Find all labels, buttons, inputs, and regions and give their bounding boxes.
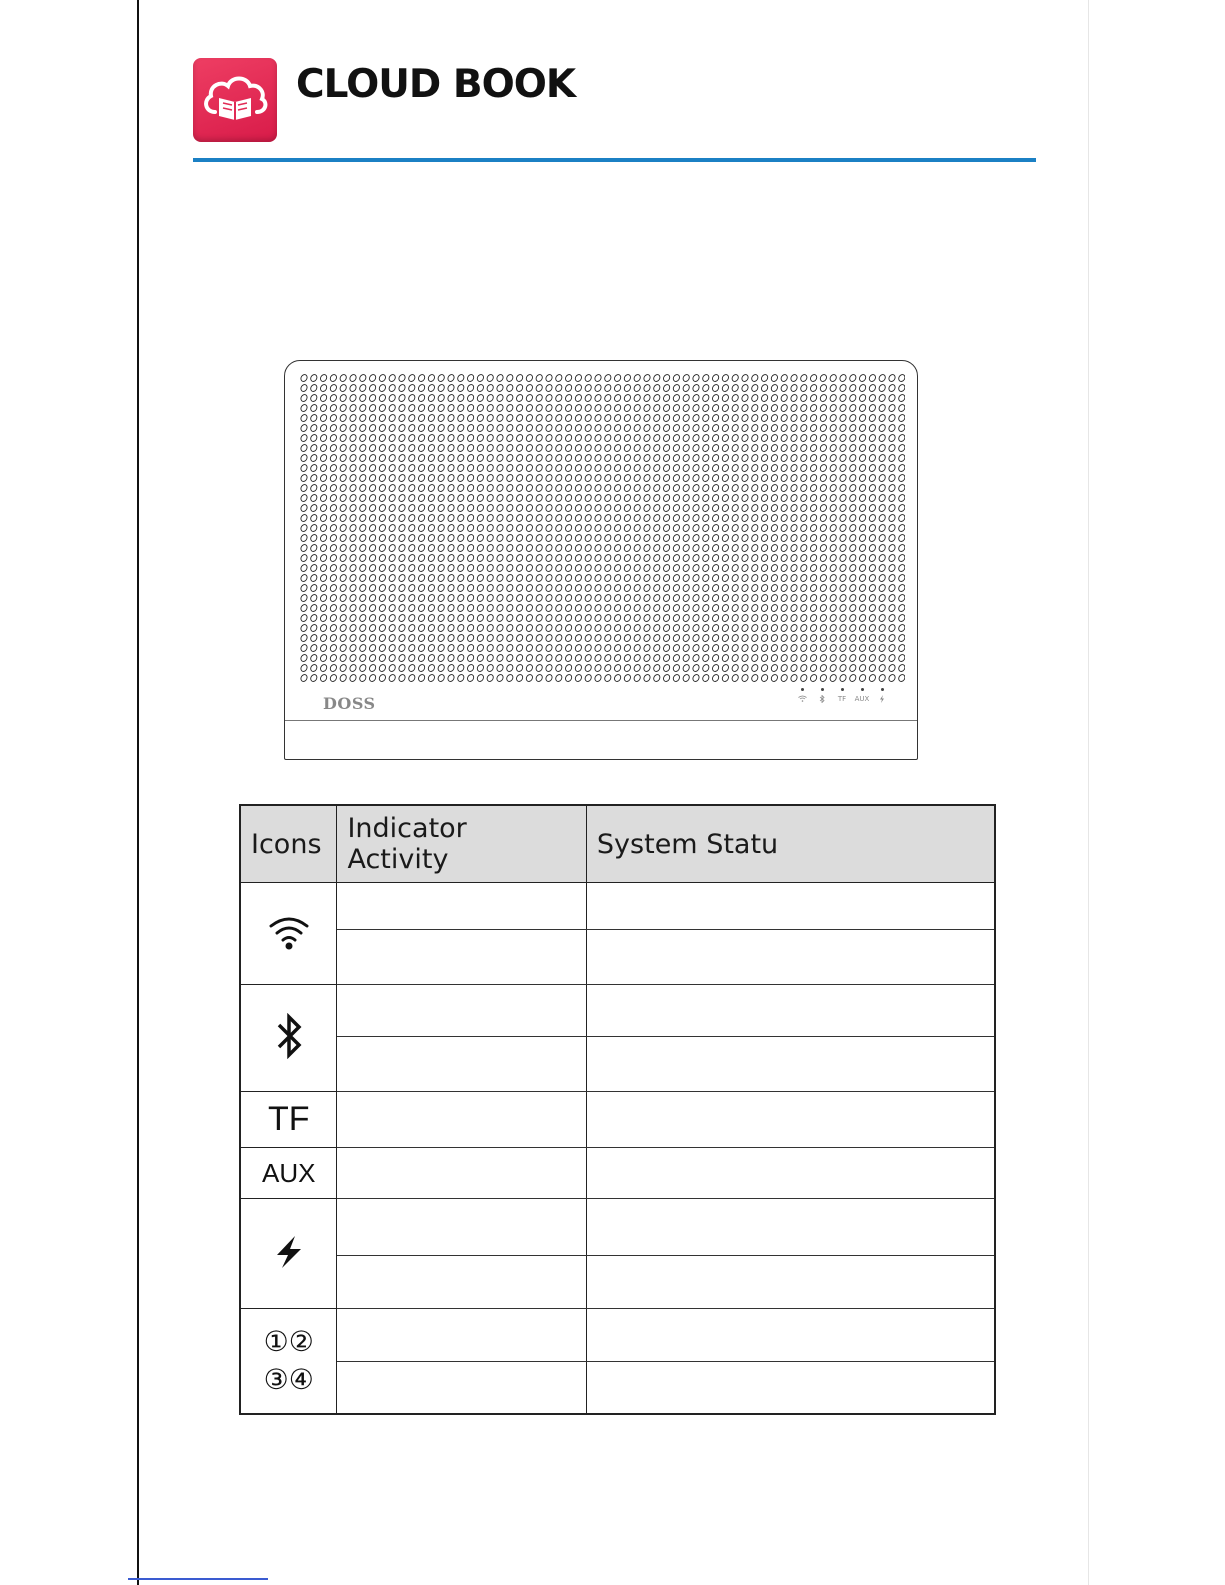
cloud-book-logo bbox=[193, 58, 277, 142]
tf-icon-cell bbox=[240, 1092, 337, 1148]
lightning-icon-cell bbox=[240, 1199, 337, 1309]
tf-label: TF bbox=[267, 1100, 310, 1138]
bluetooth-icon bbox=[819, 695, 825, 703]
indicator-activity-cell bbox=[337, 930, 586, 985]
bluetooth-icon bbox=[274, 1013, 304, 1059]
system-status-cell bbox=[586, 930, 995, 985]
lightning-icon bbox=[271, 1235, 307, 1269]
indicator-activity-cell bbox=[337, 1309, 586, 1362]
wifi-icon bbox=[798, 695, 807, 702]
speaker-indicator-wifi bbox=[795, 688, 809, 703]
cloud-book-icon bbox=[201, 68, 269, 130]
system-status-cell bbox=[586, 1148, 995, 1199]
column-header-system-status: System Statu bbox=[586, 805, 995, 883]
brand-title: CLOUD BOOK bbox=[296, 62, 576, 107]
lightning-icon bbox=[879, 695, 885, 703]
preset-numbers-line-1: ①② bbox=[263, 1324, 314, 1358]
table-row bbox=[240, 1199, 995, 1256]
speaker-brand-logo: DOSS bbox=[323, 694, 376, 713]
page-bottom-mark bbox=[128, 1578, 268, 1580]
speaker-indicator-tf: TF bbox=[835, 688, 849, 703]
preset-numbers-icon-cell bbox=[240, 1309, 337, 1414]
indicator-activity-cell bbox=[337, 1092, 586, 1148]
system-status-cell bbox=[586, 1199, 995, 1256]
table-row bbox=[240, 1362, 995, 1414]
bluetooth-icon-cell bbox=[240, 985, 337, 1092]
system-status-cell bbox=[586, 1362, 995, 1414]
table-row bbox=[240, 883, 995, 930]
system-status-cell bbox=[586, 883, 995, 930]
indicator-activity-cell bbox=[337, 1362, 586, 1414]
speaker-indicator-bluetooth bbox=[815, 688, 829, 703]
aux-icon-cell bbox=[240, 1148, 337, 1199]
system-status-cell bbox=[586, 1037, 995, 1092]
system-status-cell bbox=[586, 1092, 995, 1148]
wifi-icon-cell bbox=[240, 883, 337, 985]
aux-label: AUX bbox=[262, 1157, 316, 1188]
speaker-indicator-row bbox=[795, 688, 889, 703]
indicator-activity-cell bbox=[337, 883, 586, 930]
indicator-activity-cell bbox=[337, 1199, 586, 1256]
table-row bbox=[240, 1256, 995, 1309]
table-row bbox=[240, 930, 995, 985]
speaker-indicator-aux: AUX bbox=[855, 688, 869, 703]
preset-numbers-line-2: ③④ bbox=[263, 1362, 314, 1396]
indicator-status-table bbox=[239, 804, 996, 1415]
column-header-indicator-activity: Indicator Activity bbox=[337, 805, 586, 883]
column-header-icons: Icons bbox=[240, 805, 337, 883]
table-row bbox=[240, 1309, 995, 1362]
speaker-base-line bbox=[285, 720, 917, 721]
table-header-row bbox=[240, 805, 995, 883]
page-header bbox=[193, 58, 1036, 163]
indicator-activity-cell bbox=[337, 1256, 586, 1309]
table-row bbox=[240, 1037, 995, 1092]
system-status-cell bbox=[586, 1256, 995, 1309]
speaker-illustration bbox=[284, 360, 918, 760]
system-status-cell bbox=[586, 1309, 995, 1362]
table-row bbox=[240, 1148, 995, 1199]
indicator-activity-cell bbox=[337, 985, 586, 1037]
table-row bbox=[240, 985, 995, 1037]
wifi-icon bbox=[267, 914, 311, 950]
speaker-indicator-power bbox=[875, 688, 889, 703]
indicator-activity-cell bbox=[337, 1037, 586, 1092]
indicator-activity-cell bbox=[337, 1148, 586, 1199]
system-status-cell bbox=[586, 985, 995, 1037]
header-divider bbox=[193, 158, 1036, 162]
page-margin-line bbox=[137, 0, 139, 1585]
page-edge-line bbox=[1088, 0, 1089, 1585]
speaker-grille bbox=[299, 373, 905, 685]
table-row bbox=[240, 1092, 995, 1148]
